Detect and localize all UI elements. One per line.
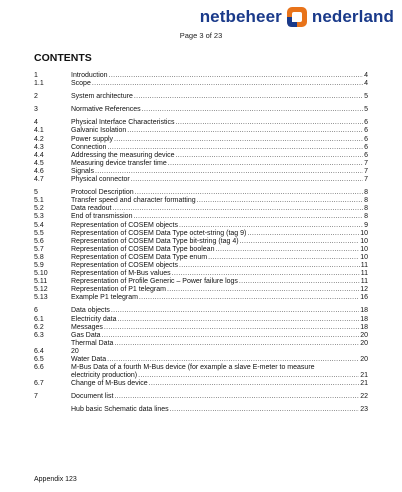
toc-number: 4.5: [34, 159, 44, 167]
toc-leader-dots: [142, 106, 363, 114]
toc-page: 9: [364, 221, 368, 229]
toc-title[interactable]: Representation of COSEM Data Type bit-string (tag 4): [71, 237, 239, 245]
toc-leader-dots: [215, 246, 359, 254]
toc-title[interactable]: Physical Interface Characteristics: [71, 119, 175, 127]
toc-title[interactable]: Signals: [71, 167, 94, 175]
toc-entry[interactable]: [34, 348, 368, 356]
toc-title[interactable]: Data objects: [71, 307, 110, 315]
toc-number: 4.1: [34, 127, 44, 135]
toc-entry[interactable]: [34, 106, 368, 114]
toc-title[interactable]: Example P1 telegram: [71, 294, 138, 302]
toc-title[interactable]: Addressing the measuring device: [71, 151, 175, 159]
toc-page: 11: [360, 270, 368, 278]
toc-leader-dots: [104, 324, 359, 332]
toc-entry[interactable]: [34, 406, 368, 414]
toc-number: 5.1: [34, 197, 44, 205]
toc-number: 5.9: [34, 261, 44, 269]
toc-page: 20: [360, 331, 368, 339]
logo-text-right: nederland: [311, 7, 394, 26]
toc-leader-dots: [139, 294, 359, 302]
toc-entry[interactable]: [34, 127, 368, 135]
toc-entry[interactable]: [34, 160, 368, 168]
toc-leader-dots: [172, 270, 360, 278]
toc-page: 11: [360, 278, 368, 286]
toc-leader-dots: [240, 238, 360, 246]
toc-title[interactable]: Representation of COSEM objects: [71, 261, 178, 269]
toc-page: 21: [360, 380, 368, 388]
toc-number: 3: [34, 106, 38, 114]
toc-leader-dots: [95, 168, 363, 176]
toc-page: 11: [360, 261, 368, 269]
toc-number: 5.3: [34, 213, 44, 221]
toc-title[interactable]: Galvanic Isolation: [71, 127, 127, 135]
toc-leader-dots: [127, 127, 363, 135]
toc-leader-dots: [170, 406, 360, 414]
toc-number: 5.12: [34, 286, 48, 294]
toc-entry[interactable]: [34, 197, 368, 205]
toc-page: 6: [364, 151, 368, 159]
toc-number: 5.13: [34, 294, 48, 302]
toc-title[interactable]: Physical connector: [71, 176, 130, 184]
toc-page: 8: [364, 189, 368, 197]
toc-leader-dots: [133, 213, 363, 221]
toc-entry[interactable]: [34, 286, 368, 294]
appendix-label: [34, 476, 77, 483]
toc-entry[interactable]: [34, 307, 368, 315]
toc-number: 5.5: [34, 229, 44, 237]
toc-page: 18: [360, 307, 368, 315]
toc-number: 6.3: [34, 331, 44, 339]
toc-entry[interactable]: [34, 364, 368, 380]
toc-entry[interactable]: [34, 238, 368, 246]
toc-leader-dots: [175, 119, 363, 127]
toc-page: 6: [364, 143, 368, 151]
toc-number: 4.7: [34, 176, 44, 184]
toc-entry[interactable]: [34, 80, 368, 88]
toc-title[interactable]: Gas Data: [71, 331, 101, 339]
toc-page: 10: [360, 229, 368, 237]
toc-leader-dots: [134, 93, 363, 101]
toc-leader-dots: [114, 393, 359, 401]
toc-number: 6.4: [34, 347, 44, 355]
toc-title-continued[interactable]: electricity production): [71, 372, 138, 380]
toc-number: 5.2: [34, 205, 44, 213]
toc-leader-dots: [239, 278, 360, 286]
toc-page: 5: [364, 93, 368, 101]
toc-page: 6: [364, 119, 368, 127]
toc-title[interactable]: Connection: [71, 143, 107, 151]
toc-leader-dots: [167, 286, 359, 294]
toc-title[interactable]: Water Data: [71, 356, 107, 363]
toc-entry[interactable]: [34, 356, 368, 364]
toc-title[interactable]: Representation of COSEM Data Type enum: [71, 253, 208, 261]
toc-number: 4.3: [34, 143, 44, 151]
toc-entry[interactable]: [34, 205, 368, 213]
toc-page: 21: [360, 372, 368, 380]
toc-entry[interactable]: [34, 254, 368, 262]
toc-entry[interactable]: [34, 136, 368, 144]
appendix-text: Appendix 1: [34, 476, 70, 483]
toc-number: 4.6: [34, 167, 44, 175]
toc-number: 5.4: [34, 221, 44, 229]
toc-page: 7: [364, 167, 368, 175]
toc-leader-dots: [107, 144, 363, 152]
toc-number: 6.5: [34, 356, 44, 363]
toc-entry[interactable]: [34, 340, 368, 348]
toc-title[interactable]: Document list: [71, 393, 114, 401]
toc-page: 23: [360, 406, 368, 414]
toc-page: 10: [360, 245, 368, 253]
logo-mark-icon: [286, 6, 308, 28]
toc-leader-dots: [179, 222, 363, 230]
toc-number: 4: [34, 119, 38, 127]
toc-number: 5.11: [34, 278, 48, 286]
toc-title[interactable]: End of transmission: [71, 213, 133, 221]
toc-title[interactable]: Measuring device transfer time: [71, 159, 167, 167]
toc-page: 7: [364, 159, 368, 167]
toc-title[interactable]: Protocol Description: [71, 189, 134, 197]
toc-entry[interactable]: [34, 278, 368, 286]
toc-page: 8: [364, 197, 368, 205]
toc-title[interactable]: Representation of Profile Generic – Power failure logs: [71, 278, 238, 286]
toc-title[interactable]: 20: [71, 347, 79, 355]
toc-title[interactable]: Representation of M-Bus values: [71, 270, 171, 278]
toc-entry[interactable]: [34, 176, 368, 184]
toc-title[interactable]: M-Bus Data of a fourth M-Bus device (for example a slave E-meter to measure: [71, 364, 315, 372]
toc-title[interactable]: Thermal Data: [71, 339, 114, 347]
toc-entry[interactable]: [34, 119, 368, 127]
toc-page: 4: [364, 72, 368, 79]
toc-number: 6.7: [34, 380, 44, 388]
toc-leader-dots: [149, 380, 360, 388]
toc-entry[interactable]: [34, 152, 368, 160]
toc-number: 1.1: [34, 80, 44, 88]
toc-page: 7: [364, 176, 368, 184]
toc-leader-dots: [92, 80, 363, 88]
toc-title[interactable]: System architecture: [71, 93, 133, 101]
toc-leader-dots: [247, 230, 359, 238]
toc-page: 8: [364, 205, 368, 213]
toc-entry[interactable]: [34, 262, 368, 270]
toc-leader-dots: [107, 356, 359, 364]
toc-number: 2: [34, 93, 38, 101]
toc-entry[interactable]: [34, 230, 368, 238]
toc-page: 22: [360, 393, 368, 401]
logo-text-left: netbeheer: [199, 7, 282, 26]
toc-title[interactable]: Transfer speed and character formatting: [71, 197, 196, 205]
toc-entry[interactable]: [34, 380, 368, 388]
toc-page: 10: [360, 253, 368, 261]
toc-leader-dots: [168, 160, 363, 168]
toc-leader-dots: [135, 189, 363, 197]
toc-number: 7: [34, 393, 38, 401]
toc-number: 5.7: [34, 245, 44, 253]
toc-title[interactable]: Power supply: [71, 135, 114, 143]
toc-page: 8: [364, 213, 368, 221]
toc-entry[interactable]: [34, 189, 368, 197]
toc-number: [34, 406, 71, 414]
toc-title[interactable]: Representation of COSEM Data Type boolean: [71, 245, 215, 253]
toc-page: 12: [360, 286, 368, 294]
netbeheer-nederland-logo: [200, 6, 394, 28]
toc-page: 10: [360, 237, 368, 245]
toc-page: 6: [364, 127, 368, 135]
toc-page: 6: [364, 135, 368, 143]
toc-leader-dots: [131, 176, 363, 184]
toc-title[interactable]: Representation of COSEM Data Type octet-string (tag 9): [71, 229, 247, 237]
toc-entry[interactable]: [34, 72, 368, 80]
toc-title[interactable]: Electricity data: [71, 315, 117, 323]
toc-leader-dots: [112, 205, 363, 213]
toc-page: 20: [360, 339, 368, 347]
toc-leader-dots: [114, 136, 363, 144]
toc-number: 1: [34, 72, 38, 79]
toc-page: 5: [364, 106, 368, 114]
toc-number: 5.6: [34, 237, 44, 245]
toc-entry[interactable]: [34, 324, 368, 332]
toc-number: 6.2: [34, 323, 44, 331]
toc-entry[interactable]: [34, 393, 368, 401]
toc-leader-dots: [179, 262, 360, 270]
toc-leader-dots: [197, 197, 363, 205]
toc-title[interactable]: Messages: [71, 323, 103, 331]
toc-leader-dots: [109, 72, 364, 80]
toc-number: 5.8: [34, 253, 44, 261]
toc-title[interactable]: Normative References: [71, 106, 141, 114]
toc-title[interactable]: Representation of P1 telegram: [71, 286, 166, 294]
toc-title[interactable]: Change of M-Bus device: [71, 380, 148, 388]
toc-number: 6: [34, 307, 38, 315]
toc-entry[interactable]: [34, 168, 368, 176]
toc-entry[interactable]: [34, 332, 368, 340]
toc-page: 16: [360, 294, 368, 302]
toc-number: [34, 340, 71, 348]
toc-entry[interactable]: [34, 93, 368, 101]
toc-entry[interactable]: [34, 213, 368, 221]
page-indicator: Page 3 of 23: [179, 31, 223, 40]
toc-number: 4.2: [34, 135, 44, 143]
toc-leader-dots: [102, 332, 360, 340]
toc-number: 4.4: [34, 151, 44, 159]
toc-title[interactable]: Representation of COSEM objects: [71, 221, 178, 229]
toc-title[interactable]: Data readout: [71, 205, 112, 213]
table-of-contents: [34, 72, 368, 415]
toc-number: 5: [34, 189, 38, 197]
toc-page: 18: [360, 315, 368, 323]
toc-leader-dots: [138, 372, 359, 380]
toc-leader-dots: [111, 307, 359, 315]
toc-leader-dots: [118, 316, 360, 324]
contents-heading: CONTENTS: [34, 52, 92, 64]
appendix-page: 23: [69, 476, 77, 483]
toc-page: 18: [360, 323, 368, 331]
toc-entry[interactable]: [34, 270, 368, 278]
toc-entry[interactable]: [34, 144, 368, 152]
toc-number: 6.1: [34, 315, 44, 323]
toc-number: 6.6: [34, 364, 44, 372]
toc-title[interactable]: Introduction: [71, 72, 108, 79]
toc-entry[interactable]: [34, 246, 368, 254]
toc-leader-dots: [208, 254, 359, 262]
toc-entry[interactable]: [34, 294, 368, 302]
toc-title[interactable]: Scope: [71, 80, 91, 88]
toc-number: 5.10: [34, 270, 48, 278]
toc-page: 20: [360, 356, 368, 363]
toc-title[interactable]: Hub basic Schematic data lines: [71, 406, 169, 414]
toc-page: 4: [364, 80, 368, 88]
toc-entry[interactable]: [34, 222, 368, 230]
toc-leader-dots: [176, 152, 364, 160]
toc-leader-dots: [114, 340, 359, 348]
toc-entry[interactable]: [34, 316, 368, 324]
